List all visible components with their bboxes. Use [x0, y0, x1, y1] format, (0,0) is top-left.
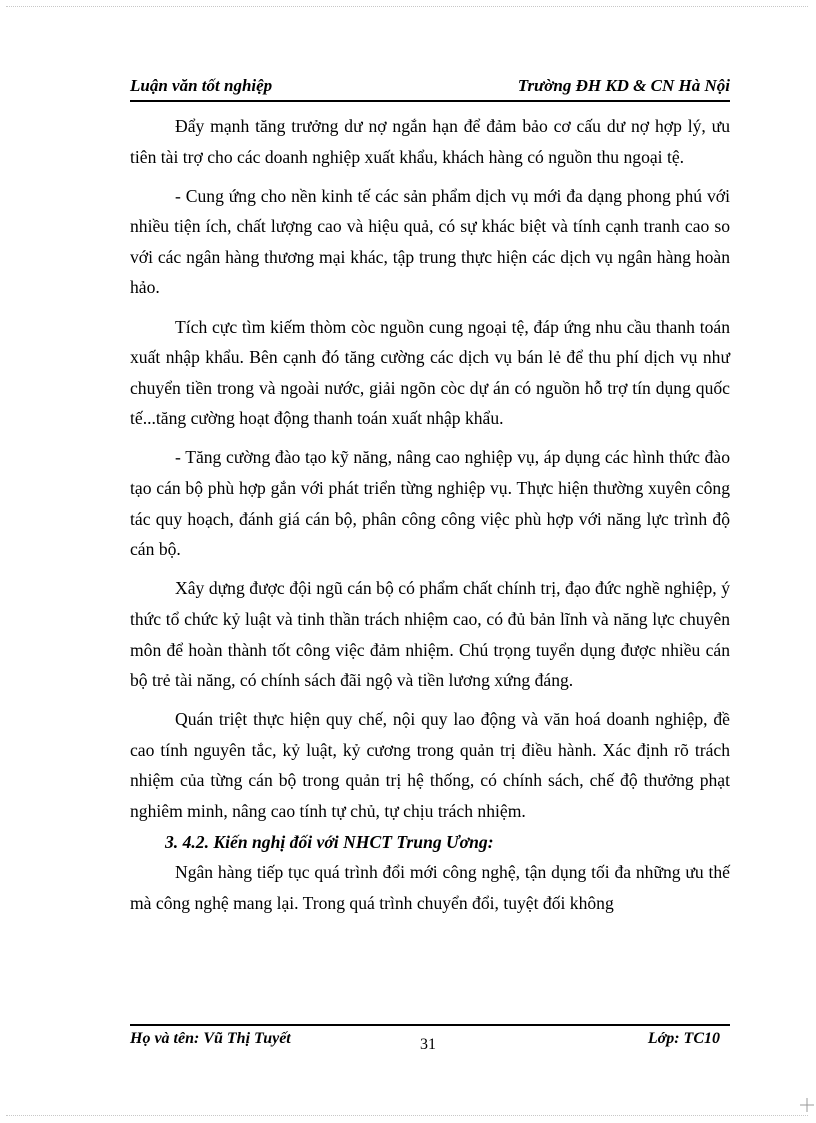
header-right-school: Trường ĐH KD & CN Hà Nội [517, 76, 730, 95]
footer-class: Lớp: TC10 [647, 1030, 720, 1047]
paragraph-1: Đẩy mạnh tăng trưởng dư nợ ngắn hạn để đảm bảo cơ cấu dư nợ hợp lý, ưu tiên tài trợ cho các doanh nghiệp xuất khẩu, khách hàng có nguồn thu ngoại tệ. [130, 116, 730, 167]
paragraph-7: Ngân hàng tiếp tục quá trình đổi mới công nghệ, tận dụng tối đa những ưu thế mà công nghệ mang lại. Trong quá trình chuyển đổi, tuyệt đối không [130, 862, 730, 913]
paragraph-2: - Cung ứng cho nền kinh tế các sản phẩm dịch vụ mới đa dạng phong phú với nhiều tiện ích, chất lượng cao và hiệu quả, có sự khác biệt và tính cạnh tranh cao so với các ngân hàng thương mại khác, tập trung thực hiện các dịch vụ ngân hàng hoàn hảo. [130, 185, 730, 298]
footer-author: Họ và tên: Vũ Thị Tuyết [130, 1030, 291, 1047]
paragraph-3: Tích cực tìm kiếm thòm còc nguồn cung ngoại tệ, đáp ứng nhu cầu thanh toán xuất nhập khẩu. Bên cạnh đó tăng cường các dịch vụ bán lẻ để thu phí dịch vụ như chuyển tiền trong và ngoài nước, giải ngõn còc dự án có nguồn hỗ trợ tín dụng quốc tế...tăng cường hoạt động thanh toán xuất nhập khẩu. [130, 316, 730, 429]
paragraph-5: Xây dựng được đội ngũ cán bộ có phẩm chất chính trị, đạo đức nghề nghiệp, ý thức tổ chức kỷ luật và tinh thần trách nhiệm cao, có đủ bản lĩnh và năng lực chuyên môn để hoàn thành tốt công việc đảm nhiệm. Chú trọng tuyển dụng được nhiều cán bộ trẻ tài năng, có chính sách đãi ngộ và tiền lương xứng đáng. [130, 578, 730, 691]
page-header [130, 74, 730, 102]
paragraph-6: Quán triệt thực hiện quy chế, nội quy lao động và văn hoá doanh nghiệp, đề cao tính nguyên tắc, kỷ luật, kỷ cương trong quản trị điều hành. Xác định rõ trách nhiệm của từng cán bộ trong quản trị hệ thống, có chính sách, chế độ thưởng phạt nghiêm minh, nâng cao tính tự chủ, tự chịu trách nhiệm. [130, 709, 730, 821]
section-heading: 3. 4.2. Kiến nghị đối với NHCT Trung Ương: [165, 831, 494, 852]
paragraph-4: - Tăng cường đào tạo kỹ năng, nâng cao nghiệp vụ, áp dụng các hình thức đào tạo cán bộ phù hợp gắn với phát triển từng nghiệp vụ. Thực hiện thường xuyên công tác quy hoạch, đánh giá cán bộ, phân công công việc phù hợp với năng lực trình độ cán bộ. [130, 447, 730, 560]
page-footer [130, 1024, 730, 1056]
corner-crop-mark [800, 1098, 814, 1112]
header-left-title: Luận văn tốt nghiệp [130, 76, 273, 95]
page-number: 31 [420, 1036, 436, 1053]
document-body [130, 111, 730, 927]
